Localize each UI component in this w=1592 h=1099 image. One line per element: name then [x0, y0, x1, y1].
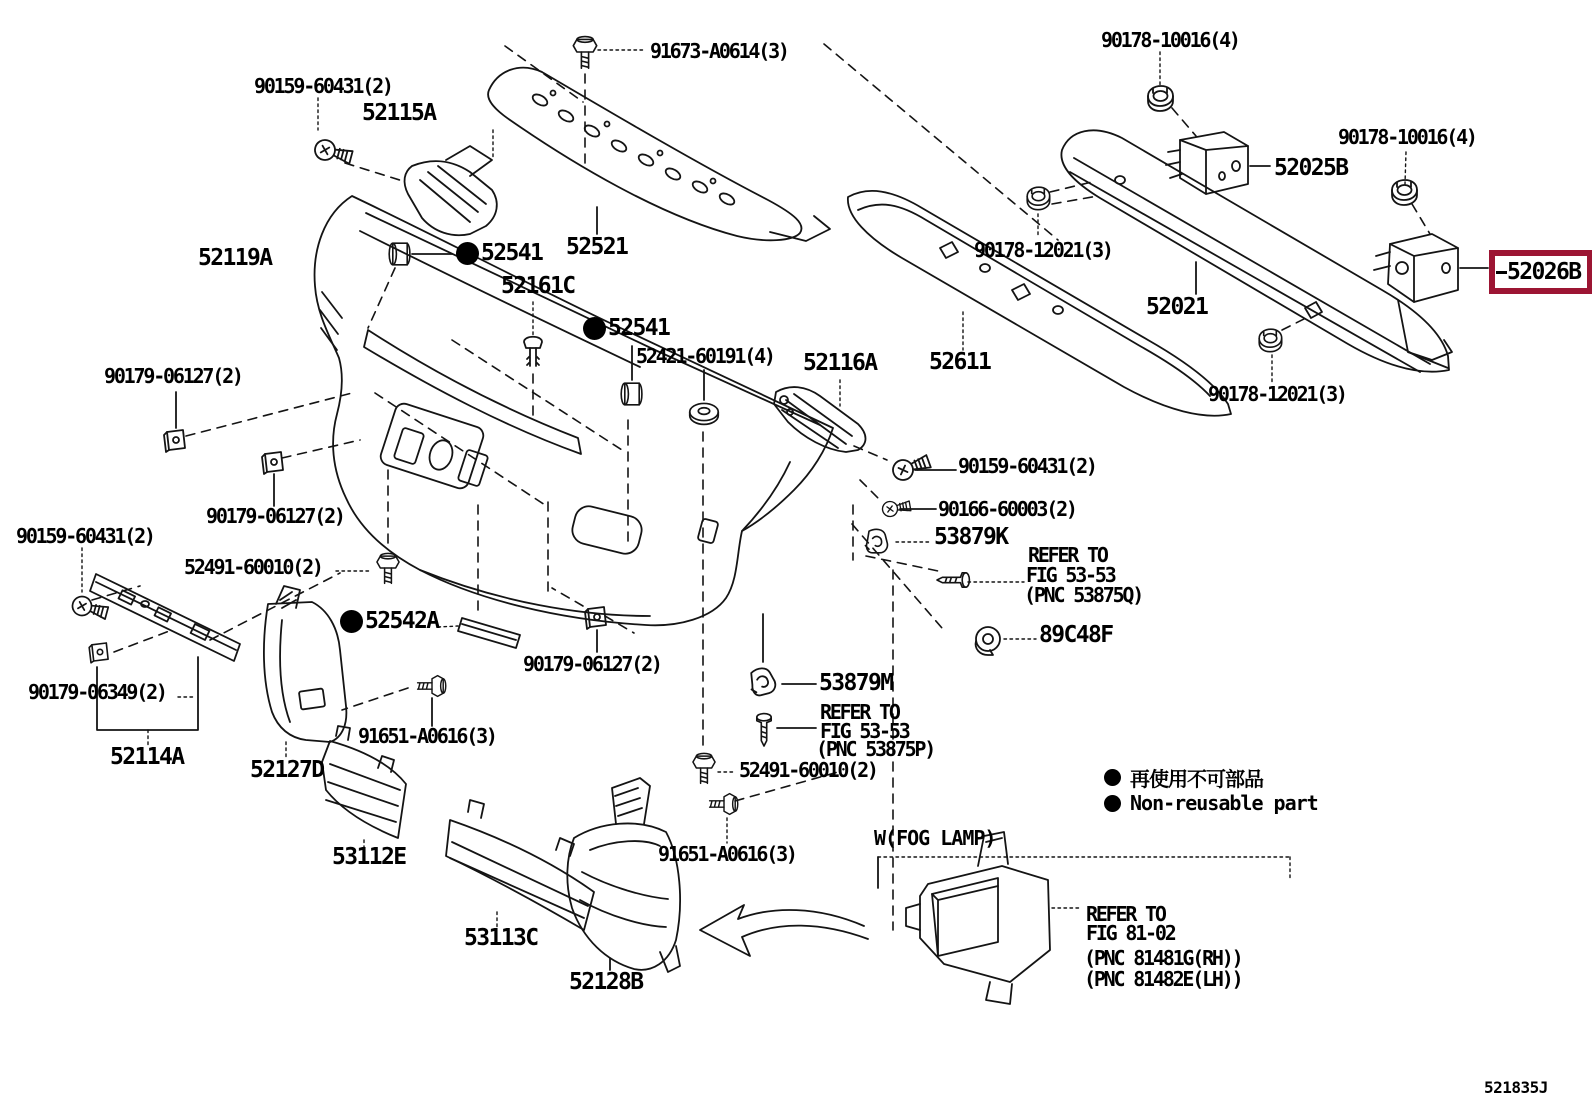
legend-non-reusable-jp: 再使用不可部品	[1104, 763, 1263, 792]
part-label-90159-60431-tl: 90159-60431(2)	[254, 74, 392, 98]
right-fastener-chain-art	[865, 451, 1036, 655]
part-label-90178-12021-right: 90178-12021(3)	[1208, 382, 1346, 406]
part-label-53112E: 53112E	[332, 844, 406, 870]
part-label-52026B: 52026B	[1507, 259, 1581, 285]
part-label-52128B: 52128B	[569, 969, 643, 995]
part-label-91651-A0616-right: 91651-A0616(3)	[658, 842, 796, 866]
part-label-52491-60010-left: 52491-60010(2)	[184, 555, 322, 579]
part-label-52119A: 52119A	[198, 245, 272, 271]
note-refer-53875Q-line1: REFER TO	[1028, 543, 1107, 567]
note-refer-53875P-line2: FIG 53-53	[820, 719, 909, 743]
part-label-90166-60003: 90166-60003(2)	[938, 497, 1076, 521]
selected-part-highlight-52026B[interactable]	[1489, 250, 1592, 294]
fog-lamp-arrow-icon	[700, 905, 868, 956]
part-label-90179-06127-top: 90179-06127(2)	[104, 364, 242, 388]
note-refer-8102-line2: FIG 81-02	[1086, 921, 1175, 945]
cushion-52542A-art	[438, 618, 520, 648]
note-refer-8102-line1: REFER TO	[1086, 902, 1165, 926]
part-label-90178-10016-top: 90178-10016(4)	[1101, 28, 1239, 52]
note-refer-8102-line3: (PNC 81481G(RH))	[1084, 946, 1242, 970]
part-label-89C48F: 89C48F	[1039, 622, 1113, 648]
non-reusable-bullet-icon	[1104, 795, 1121, 812]
fog-section-title: W(FOG LAMP)	[874, 826, 996, 850]
non-reusable-bullet-icon	[340, 610, 363, 633]
diagram-code: 521835J	[1484, 1078, 1548, 1097]
note-refer-53875Q-line2: FIG 53-53	[1026, 563, 1115, 587]
part-label-52541-mid: 52541	[583, 315, 669, 341]
support-52116A-art	[774, 380, 866, 452]
upper-support-52521-art	[488, 68, 830, 241]
part-label-53113C: 53113C	[464, 925, 538, 951]
part-label-91673-A0614: 91673-A0614(3)	[650, 39, 788, 63]
note-refer-53875Q-line3: (PNC 53875Q)	[1024, 583, 1143, 607]
part-label-90178-10016-right: 90178-10016(4)	[1338, 125, 1476, 149]
legend-non-reusable-en: Non-reusable part	[1104, 791, 1318, 815]
part-label-52611: 52611	[929, 349, 991, 375]
part-label-90178-12021-left: 90178-12021(3)	[974, 238, 1112, 262]
part-label-52021: 52021	[1146, 294, 1208, 320]
grille-53113C-art	[446, 800, 594, 930]
part-label-52025B: 52025B	[1274, 155, 1348, 181]
part-label-52491-60010-mid: 52491-60010(2)	[739, 758, 877, 782]
part-label-90179-06127-bottom: 90179-06127(2)	[523, 652, 661, 676]
part-label-52116A: 52116A	[803, 350, 877, 376]
part-label-91651-A0616-left: 91651-A0616(3)	[358, 724, 496, 748]
leader-dash	[1496, 271, 1507, 274]
part-label-52114A: 52114A	[110, 744, 184, 770]
non-reusable-bullet-icon	[583, 317, 606, 340]
part-label-90179-06127-mid: 90179-06127(2)	[206, 504, 344, 528]
note-refer-53875P-line1: REFER TO	[820, 700, 899, 724]
part-label-90179-06349: 90179-06349(2)	[28, 680, 166, 704]
grommet-52421-art	[690, 370, 719, 424]
part-label-53879K: 53879K	[934, 524, 1008, 550]
part-label-52115A: 52115A	[362, 100, 436, 126]
part-label-53879M: 53879M	[819, 670, 893, 696]
clamp-53879M-art	[693, 614, 816, 843]
bolt-91673-art	[505, 37, 1058, 240]
non-reusable-bullet-icon	[1104, 769, 1121, 786]
part-label-52541-left: 52541	[456, 240, 542, 266]
part-label-90159-60431-left: 90159-60431(2)	[16, 524, 154, 548]
note-refer-8102-line4: (PNC 81482E(LH))	[1084, 967, 1242, 991]
part-label-52421-60191: 52421-60191(4)	[636, 344, 774, 368]
part-label-52161C: 52161C	[501, 273, 575, 299]
part-label-52542A: 52542A	[340, 608, 438, 634]
non-reusable-bullet-icon	[456, 242, 479, 265]
bracket-52025B-art	[1148, 52, 1270, 194]
clip-52161C-art	[524, 302, 542, 366]
part-label-52521: 52521	[566, 234, 628, 260]
fog-bezel-52128B-art	[567, 778, 680, 972]
bracket-52026B-art	[1374, 152, 1488, 302]
part-label-90159-60431-right: 90159-60431(2)	[958, 454, 1096, 478]
note-refer-53875P-line3: (PNC 53875P)	[816, 737, 935, 761]
part-label-52127D: 52127D	[250, 757, 324, 783]
